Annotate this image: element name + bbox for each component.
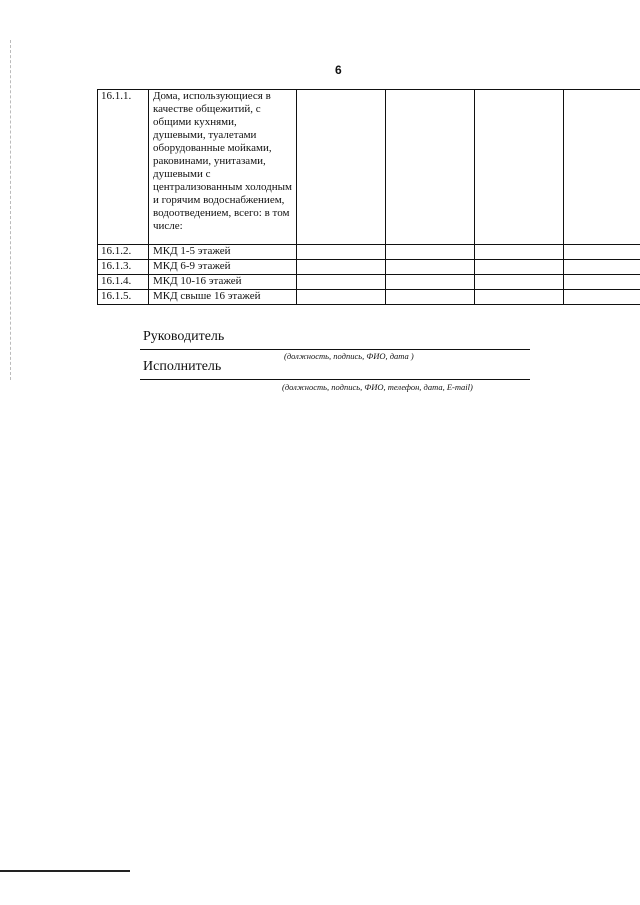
- row-description: МКД 6-9 этажей: [149, 260, 297, 275]
- row-number: 16.1.3.: [98, 260, 149, 275]
- value-cell[interactable]: [386, 260, 475, 275]
- value-cell[interactable]: [297, 245, 386, 260]
- scan-edge-artifact: [10, 40, 12, 380]
- row-number: 16.1.4.: [98, 275, 149, 290]
- head-signature-caption: (должность, подпись, ФИО, дата ): [284, 351, 414, 361]
- executor-signature-line[interactable]: [140, 379, 530, 380]
- head-label: Руководитель: [143, 329, 225, 344]
- value-cell[interactable]: [475, 275, 564, 290]
- value-cell[interactable]: [564, 260, 640, 275]
- table-row: [98, 245, 640, 260]
- value-cell[interactable]: [386, 275, 475, 290]
- page-number: 6: [335, 63, 342, 77]
- row-number: 16.1.1.: [98, 90, 149, 245]
- value-cell[interactable]: [475, 290, 564, 305]
- value-cell[interactable]: [564, 290, 640, 305]
- value-cell[interactable]: [386, 290, 475, 305]
- value-cell[interactable]: [475, 245, 564, 260]
- row-description: МКД 1-5 этажей: [149, 245, 297, 260]
- head-signature-line[interactable]: [140, 349, 530, 350]
- row-number: 16.1.2.: [98, 245, 149, 260]
- value-cell[interactable]: [386, 90, 475, 245]
- value-cell[interactable]: [564, 245, 640, 260]
- value-cell[interactable]: [564, 275, 640, 290]
- report-table: [97, 89, 640, 305]
- value-cell[interactable]: [475, 260, 564, 275]
- value-cell[interactable]: [475, 90, 564, 245]
- row-description: МКД 10-16 этажей: [149, 275, 297, 290]
- table-row: [98, 290, 640, 305]
- value-cell[interactable]: [297, 90, 386, 245]
- row-description: Дома, использующиеся в качестве общежитий, с общими кухнями, душевыми, туалетами оборудованные мойками, раковинами, унитазами, душевыми с централизованным холодным и горячим водоснабжением, водоотведением, всего: в том числе:: [149, 90, 297, 245]
- value-cell[interactable]: [297, 275, 386, 290]
- executor-signature-caption: (должность, подпись, ФИО, телефон, дата, E-mail): [282, 382, 473, 392]
- value-cell[interactable]: [564, 90, 640, 245]
- row-number: 16.1.5.: [98, 290, 149, 305]
- table-row: [98, 260, 640, 275]
- table-row: [98, 90, 640, 245]
- value-cell[interactable]: [297, 260, 386, 275]
- row-description: МКД свыше 16 этажей: [149, 290, 297, 305]
- value-cell[interactable]: [297, 290, 386, 305]
- scan-bottom-line: [0, 870, 130, 872]
- executor-label: Исполнитель: [143, 359, 222, 374]
- value-cell[interactable]: [386, 245, 475, 260]
- table-row: [98, 275, 640, 290]
